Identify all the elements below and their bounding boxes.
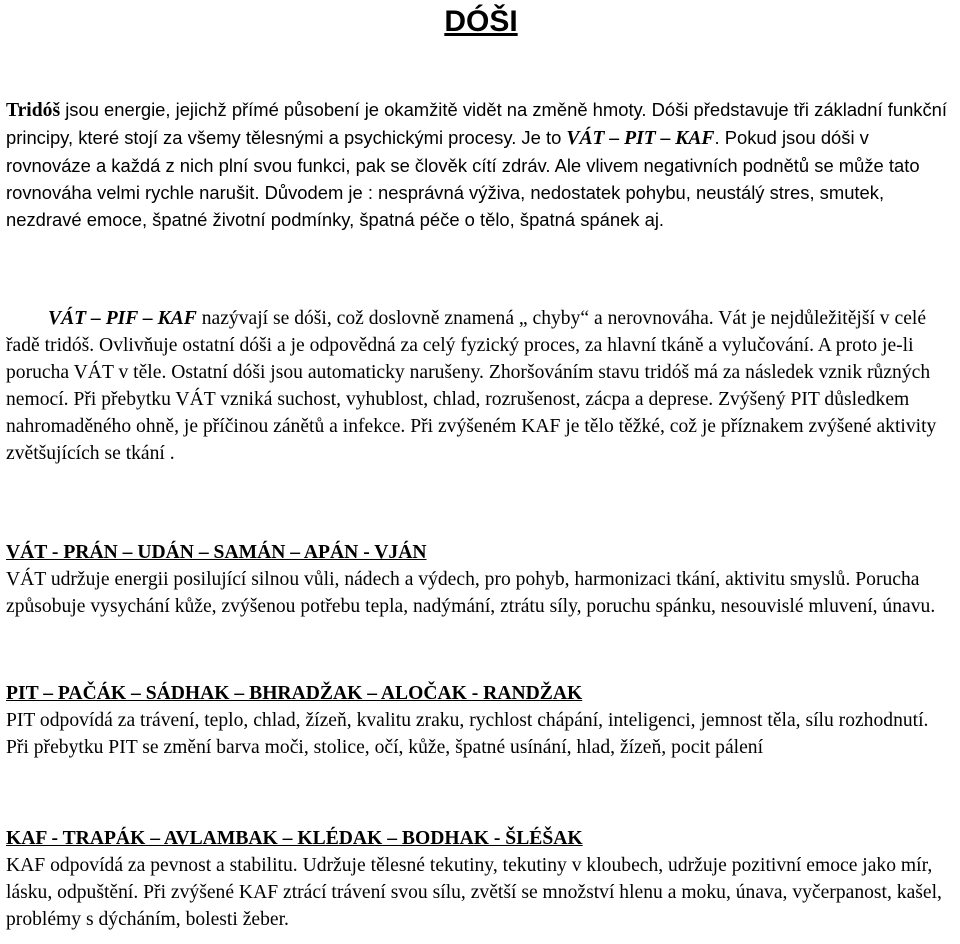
vat-text: VÁT udržuje energii posilující silnou vůli, nádech a výdech, pro pohyb, harmonizaci tkání, aktivitu smyslů. Porucha způsobuje vysychání kůže, zvýšenou potřebu tepla, nadýmání, ztrátu síly, poruchu spánku, nesouvislé mluvení, únavu. bbox=[6, 569, 936, 618]
vat-heading: VÁT - PRÁN – UDÁN – SAMÁN – APÁN - VJÁN bbox=[6, 542, 427, 563]
dosha-lead: VÁT – PIF – KAF bbox=[48, 308, 197, 329]
pit-heading: PIT – PAČÁK – SÁDHAK – BHRADŽAK – ALOČAK - RANDŽAK bbox=[6, 683, 583, 704]
dosha-text: nazývají se dóši, což doslovně znamená „ chyby“ a nerovnováha. Vát je nejdůležitější v celé řadě tridóš. Ovlivňuje ostatní dóši a je odpovědná za celý fyzický proces, za hlavní tkáně a vylučování. A proto je-li porucha VÁT v těle. Ostatní dóši jsou automaticky narušeny. Zhoršováním stavu tridóš má za následek vznik různých nemocí. Při přebytku VÁT vzniká suchost, vyhublost, chlad, rozrušenost, zácpa a deprese. Zvýšený PIT důsledkem nahromaděného ohně, je příčinou zánětů a infekce. Při zvýšeném KAF je tělo těžké, což je příznakem zvýšené aktivity zvětšujících se tkání . bbox=[6, 308, 937, 465]
page-title: DÓŠI bbox=[444, 5, 518, 38]
kaf-heading: KAF - TRAPÁK – AVLAMBAK – KLÉDAK – BODHAK - ŠLÉŠAK bbox=[6, 828, 583, 849]
dosha-paragraph bbox=[6, 305, 956, 468]
kaf-text: KAF odpovídá za pevnost a stabilitu. Udržuje tělesné tekutiny, tekutiny v kloubech, udržuje pozitivní emoce jako mír, lásku, odpuštění. Při zvýšené KAF ztrácí trávení svou sílu, zvětší se množství hlenu a moku, únava, vyčerpanost, kašel, problémy s dýcháním, bolesti žeber. bbox=[6, 855, 942, 931]
pit-section bbox=[6, 680, 956, 761]
intro-doshas: VÁT – PIT – KAF bbox=[566, 128, 715, 150]
document-page bbox=[6, 0, 956, 931]
pit-text: PIT odpovídá za trávení, teplo, chlad, žízeň, kvalitu zraku, rychlost chápání, inteligenci, jemnost těla, sílu rozhodnutí. Při přebytku PIT se změní barva moči, stolice, očí, kůže, špatné usínání, hlad, žízeň, pocit pálení bbox=[6, 710, 929, 759]
intro-text-1: jsou energie, jejichž přímé působení je okamžitě vidět na změně hmoty. Dóši představuje tři základní funkční principy, které stojí za všemy tělesnými a psychickými procesy. Je to bbox=[6, 99, 948, 149]
intro-term: Tridóš bbox=[6, 100, 61, 121]
intro-text-2: . Pokud jsou dóši v rovnováze a každá z nich plní svou funkci, pak se člověk cítí zdráv. Ale vlivem negativních podnětů se může tato rovnováha velmi rychle narušit. Důvodem je : nesprávná výživa, nedostatek pohybu, neustálý stres, smutek, nezdravé emoce, špatné životní podmínky, špatná péče o tělo, špatná spánek aj. bbox=[6, 127, 920, 231]
vat-section bbox=[6, 539, 956, 620]
kaf-section bbox=[6, 825, 956, 933]
intro-paragraph bbox=[6, 96, 956, 233]
